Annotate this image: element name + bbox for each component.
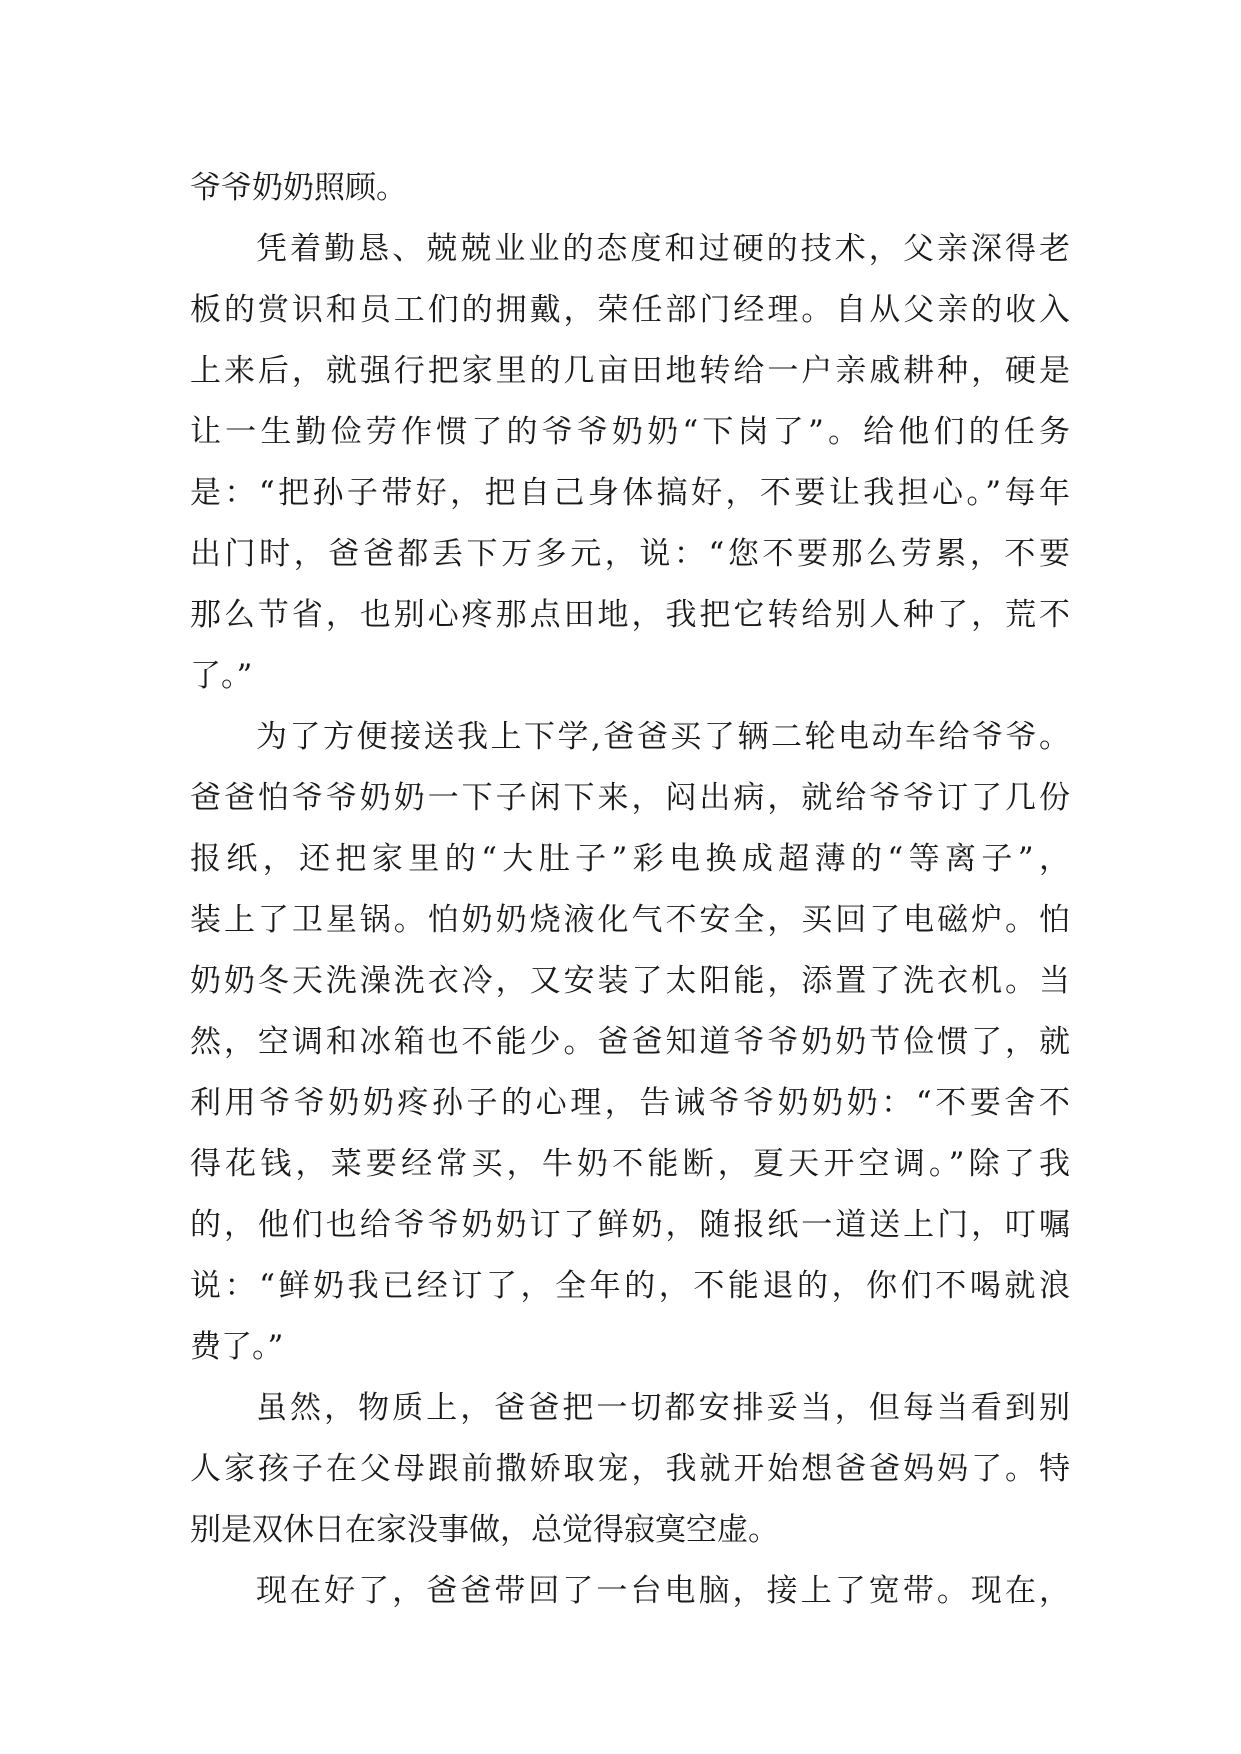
text-line: 得花钱，菜要经常买，牛奶不能断，夏天开空调。”除了我	[190, 1146, 1070, 1182]
text-line: 说：“鲜奶我已经订了，全年的，不能退的，你们不喝就浪	[190, 1268, 1070, 1304]
text-line: 那么节省，也别心疼那点田地，我把它转给别人种了，荒不	[190, 597, 1070, 633]
text-line: 虽然，物质上，爸爸把一切都安排妥当，但每当看到别	[256, 1390, 1070, 1426]
text-line: 是：“把孙子带好，把自己身体搞好，不要让我担心。”每年	[190, 475, 1070, 511]
text-line: 爷爷奶奶照顾。	[190, 170, 407, 206]
text-line: 板的赏识和员工们的拥戴，荣任部门经理。自从父亲的收入	[190, 292, 1070, 328]
text-line: 上来后，就强行把家里的几亩田地转给一户亲戚耕种，硬是	[190, 353, 1070, 389]
text-line: 然，空调和冰箱也不能少。爸爸知道爷爷奶奶节俭惯了，就	[190, 1024, 1070, 1060]
text-line: 利用爷爷奶奶疼孙子的心理，告诫爷爷奶奶奶：“不要舍不	[190, 1085, 1070, 1121]
text-line: 人家孩子在父母跟前撒娇取宠，我就开始想爸爸妈妈了。特	[190, 1451, 1070, 1487]
text-line: 为了方便接送我上下学,爸爸买了辆二轮电动车给爷爷。	[256, 719, 1070, 755]
text-line: 装上了卫星锅。怕奶奶烧液化气不安全，买回了电磁炉。怕	[190, 902, 1070, 938]
text-line: 让一生勤俭劳作惯了的爷爷奶奶“下岗了”。给他们的任务	[190, 414, 1070, 450]
text-line: 费了。”	[190, 1329, 284, 1365]
text-line: 凭着勤恳、兢兢业业的态度和过硬的技术，父亲深得老	[256, 231, 1070, 267]
text-line: 奶奶冬天洗澡洗衣冷，又安装了太阳能，添置了洗衣机。当	[190, 963, 1070, 999]
text-line: 别是双休日在家没事做，总觉得寂寞空虚。	[190, 1512, 779, 1548]
document-body	[190, 158, 1070, 1622]
text-line: 现在好了，爸爸带回了一台电脑，接上了宽带。现在，	[256, 1573, 1070, 1609]
text-line: 出门时，爸爸都丢下万多元，说：“您不要那么劳累，不要	[190, 536, 1070, 572]
text-line: 了。”	[190, 658, 253, 694]
text-line: 爸爸怕爷爷奶奶一下子闲下来，闷出病，就给爷爷订了几份	[190, 780, 1070, 816]
text-line: 报纸，还把家里的“大肚子”彩电换成超薄的“等离子”，	[190, 841, 1070, 877]
text-line: 的，他们也给爷爷奶奶订了鲜奶，随报纸一道送上门，叮嘱	[190, 1207, 1070, 1243]
